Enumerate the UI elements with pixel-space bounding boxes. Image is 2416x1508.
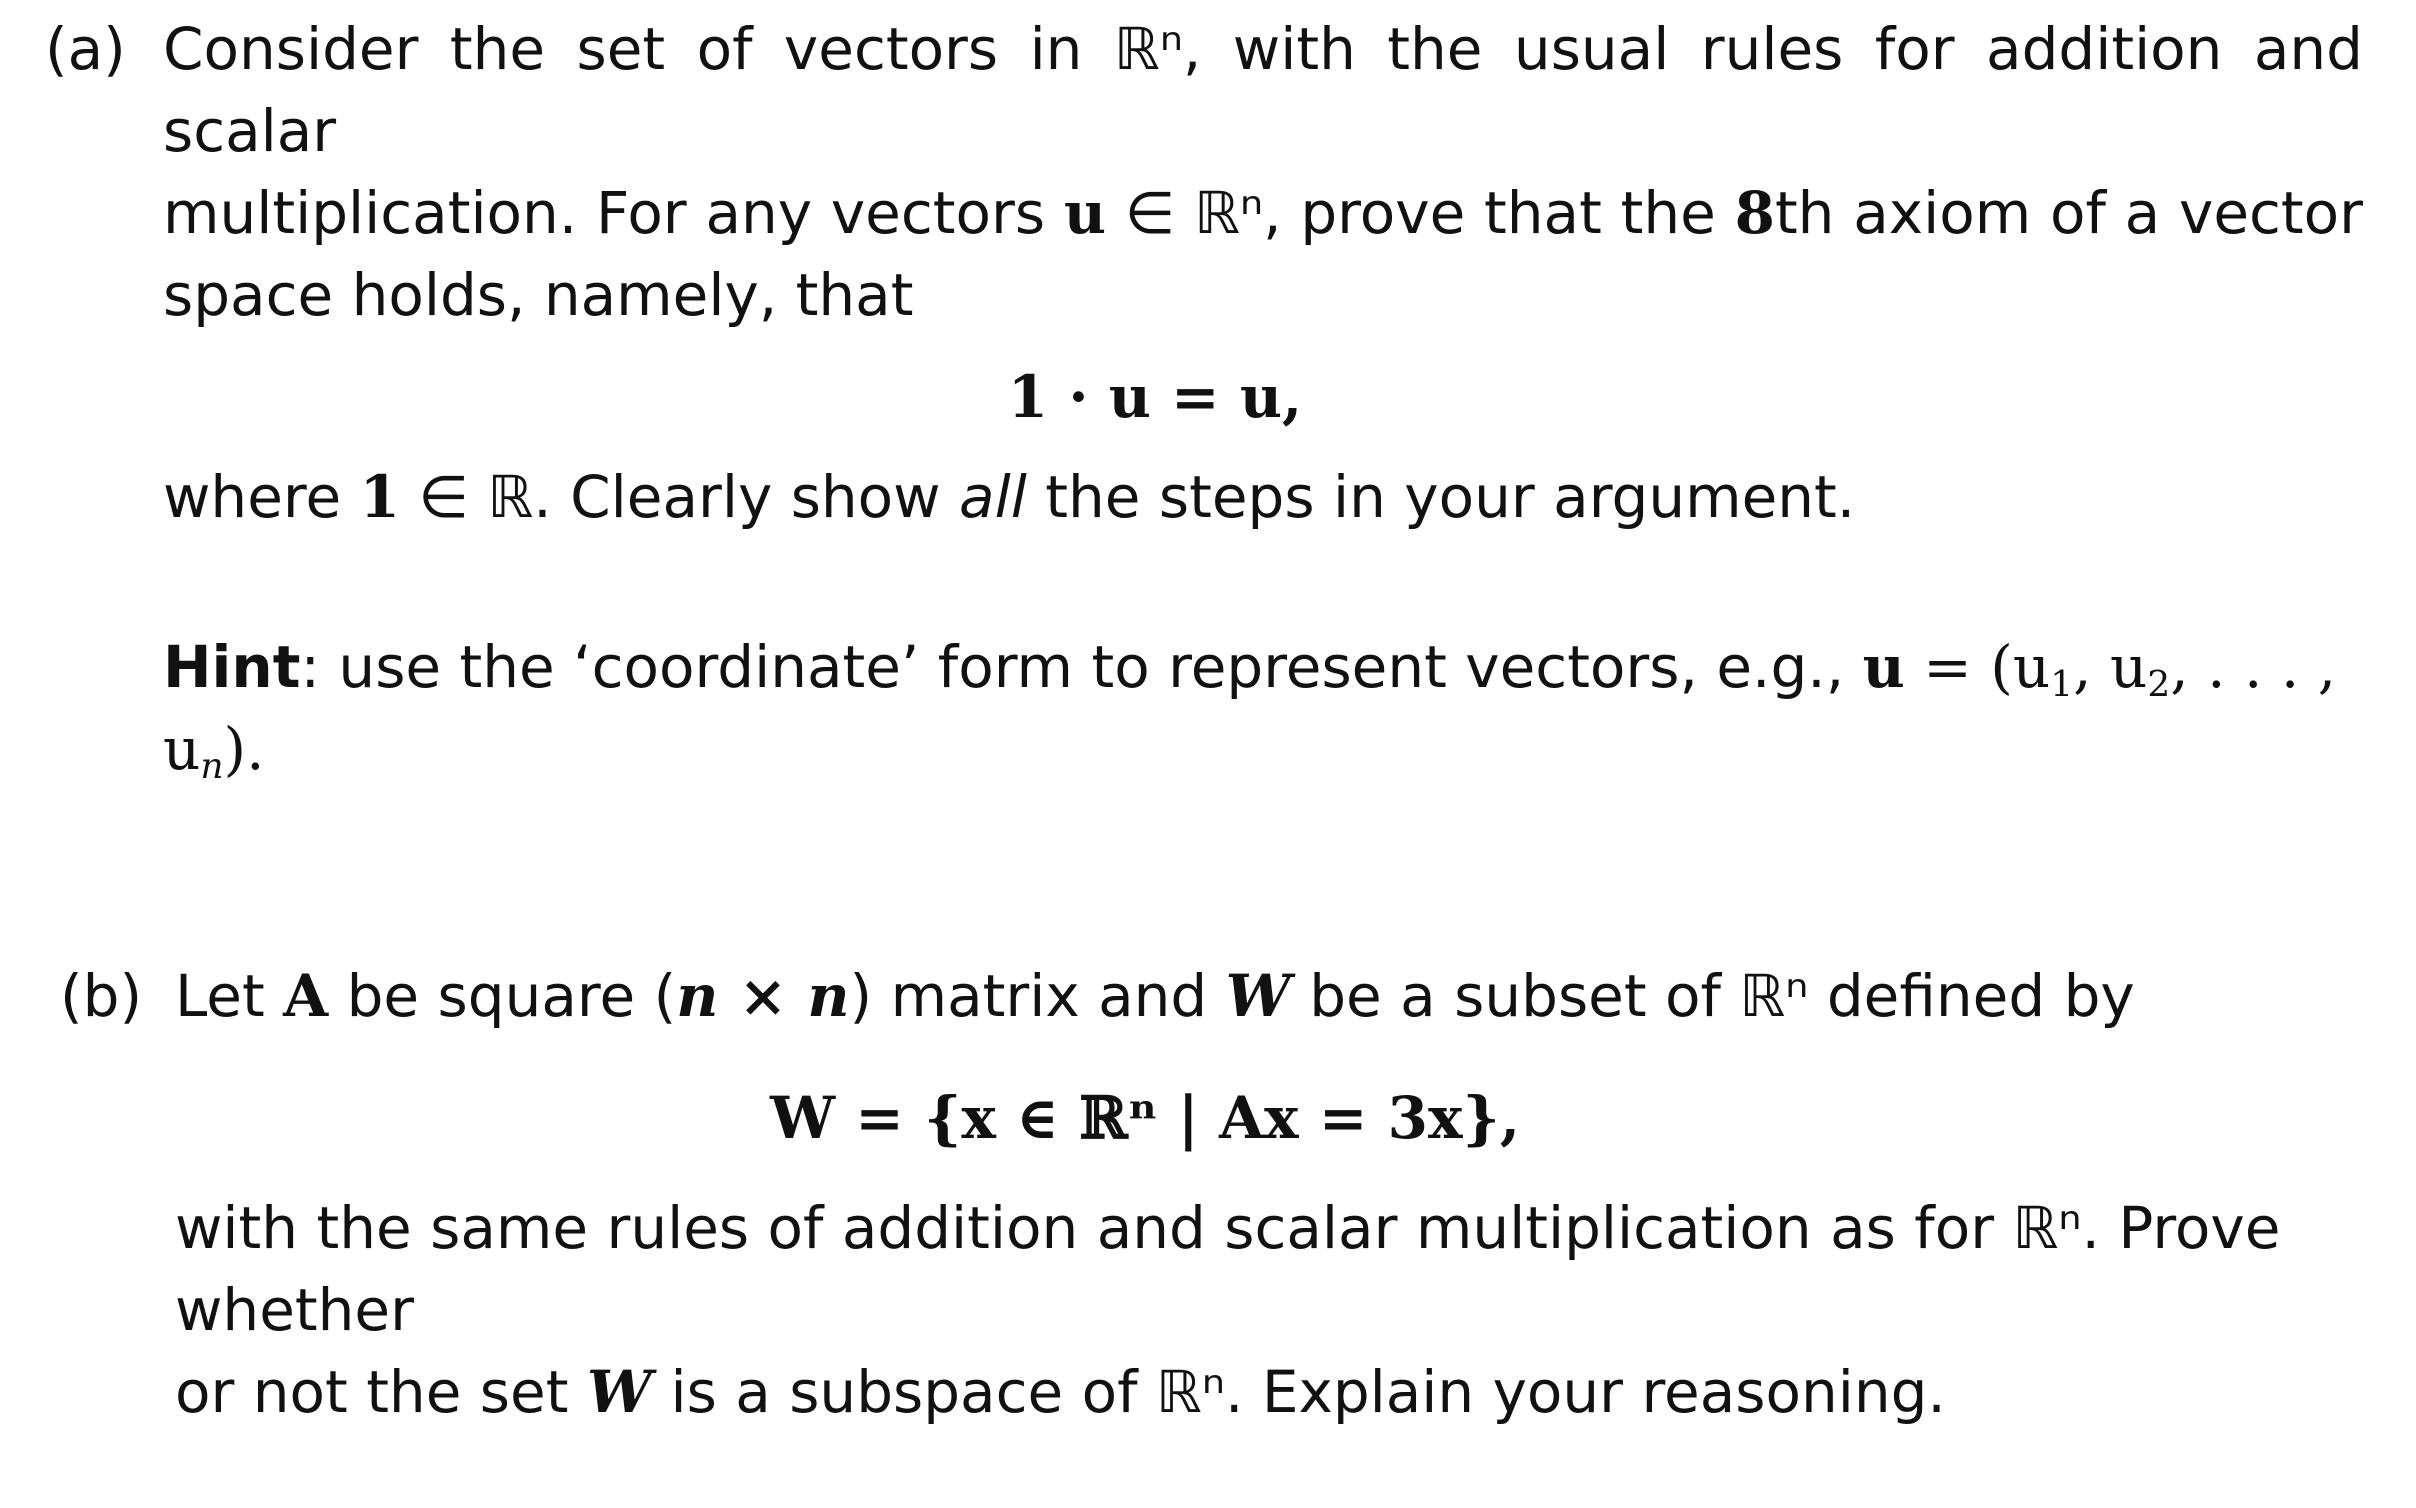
set-w-symbol: W — [1225, 962, 1291, 1030]
math-segment: ). — [223, 715, 265, 783]
subscript: 1 — [2050, 663, 2074, 705]
text-segment: the steps in your argument. — [1026, 463, 1856, 531]
matrix-dimension: n × n — [676, 962, 850, 1030]
hint-label: Hint — [163, 633, 301, 701]
part-a-line-1: Consider the set of vectors in ℝⁿ, with the usual rules for addition and scalar — [163, 15, 2363, 165]
problem-part-b — [60, 955, 2400, 1433]
part-a-equation: 1 · u = u, — [1007, 363, 1303, 431]
hint-vector-u: u — [1862, 633, 1905, 701]
text-segment: be a subset of ℝⁿ defined by — [1290, 962, 2135, 1030]
axiom-number: 8 — [1734, 179, 1775, 247]
math-segment: , . . . , u — [163, 633, 2337, 783]
part-b-instruction — [175, 1187, 2395, 1433]
math-segment: , u — [2073, 633, 2148, 701]
problem-part-a — [45, 8, 2385, 790]
part-b-label: (b) — [60, 962, 143, 1030]
part-a-label: (a) — [45, 15, 126, 83]
text-segment: : use the ‘coordinate’ form to represent vectors, e.g., — [300, 633, 1863, 701]
subscript: n — [200, 745, 224, 787]
text-segment: th axiom of a vector — [1774, 179, 2363, 247]
matrix-a-symbol: A — [283, 962, 329, 1030]
vector-u-symbol: u — [1063, 179, 1106, 247]
part-b-line-3 — [175, 1351, 2395, 1433]
part-a-line-2 — [163, 172, 2363, 254]
text-segment: where — [163, 463, 360, 531]
text-segment: ∈ ℝ. Clearly show — [399, 463, 960, 531]
part-a-statement — [163, 8, 2363, 336]
text-segment: be square ( — [328, 962, 677, 1030]
subscript: 2 — [2147, 663, 2171, 705]
part-b-set-definition: W = {x ∈ ℝⁿ | Ax = 3x}, — [769, 1084, 1521, 1152]
scalar-one-symbol: 1 — [359, 463, 400, 531]
math-segment: = (u — [1904, 633, 2051, 701]
text-segment: Let — [175, 962, 284, 1030]
text-segment: ) matrix and — [849, 962, 1226, 1030]
part-a-line-3: space holds, namely, that — [163, 261, 914, 329]
text-segment: ∈ ℝⁿ, prove that the — [1106, 179, 1735, 247]
text-segment: or not the set — [175, 1358, 587, 1426]
text-segment: is a subspace of ℝⁿ. Explain your reasoning. — [652, 1358, 1946, 1426]
part-b-line-2: with the same rules of addition and scalar multiplication as for ℝⁿ. Prove whether — [175, 1194, 2281, 1344]
part-a-instruction — [163, 456, 2363, 538]
set-w-symbol: W — [586, 1358, 653, 1426]
part-b-line-1 — [175, 955, 2395, 1037]
emphasis-all: all — [959, 463, 1027, 531]
text-segment: multiplication. For any vectors — [163, 179, 1064, 247]
part-a-hint — [163, 626, 2363, 790]
